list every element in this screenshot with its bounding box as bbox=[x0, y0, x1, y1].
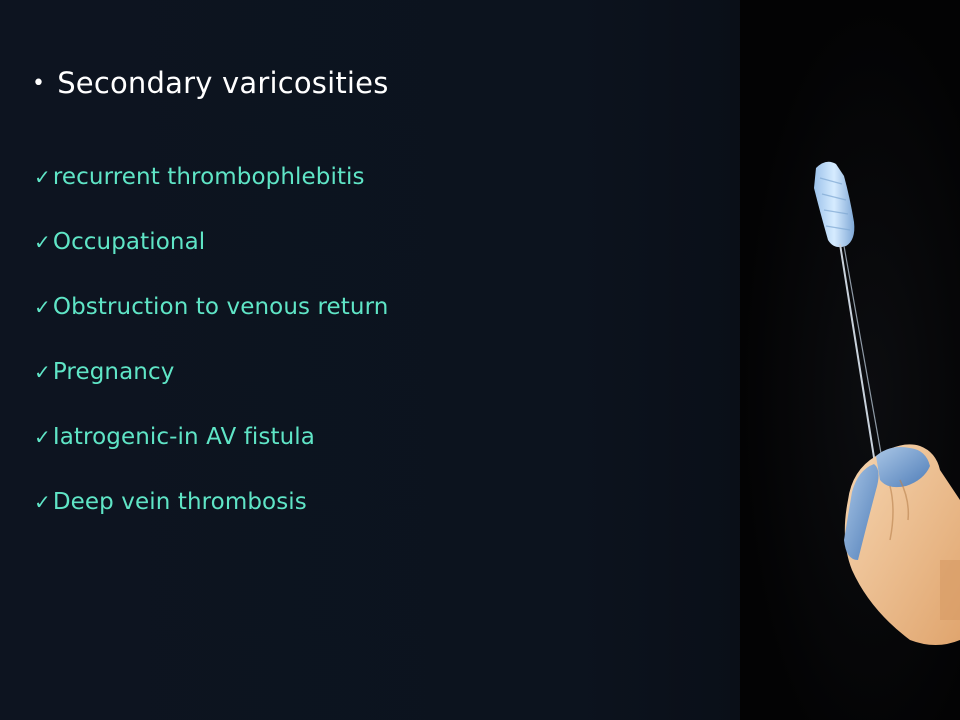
list-item-text: Occupational bbox=[52, 228, 206, 255]
checklist bbox=[34, 144, 388, 534]
gloved-hand bbox=[844, 444, 960, 645]
slide-heading bbox=[32, 66, 389, 100]
list-item-text: Deep vein thrombosis bbox=[52, 488, 307, 515]
list-item-text: Iatrogenic-in AV fistula bbox=[52, 423, 315, 450]
heading-text: Secondary varicosities bbox=[57, 66, 389, 100]
checkmark-icon: ✓ bbox=[34, 164, 51, 189]
checkmark-icon: ✓ bbox=[34, 359, 51, 384]
list-item bbox=[34, 274, 388, 339]
photo-panel bbox=[740, 0, 960, 720]
list-item-text: Obstruction to venous return bbox=[52, 293, 389, 320]
vein-stripper-photo bbox=[740, 0, 960, 720]
list-item bbox=[34, 469, 388, 534]
list-item bbox=[34, 404, 388, 469]
checkmark-icon: ✓ bbox=[34, 424, 51, 449]
list-item-text: Pregnancy bbox=[52, 358, 175, 385]
checkmark-icon: ✓ bbox=[34, 489, 51, 514]
gauze-tip bbox=[814, 162, 854, 247]
list-item-text: recurrent thrombophlebitis bbox=[52, 163, 365, 190]
bullet-icon: • bbox=[32, 70, 46, 96]
list-item bbox=[34, 209, 388, 274]
list-item bbox=[34, 144, 388, 209]
instrument-rod bbox=[840, 244, 884, 470]
list-item bbox=[34, 339, 388, 404]
checkmark-icon: ✓ bbox=[34, 294, 51, 319]
checkmark-icon: ✓ bbox=[34, 229, 51, 254]
